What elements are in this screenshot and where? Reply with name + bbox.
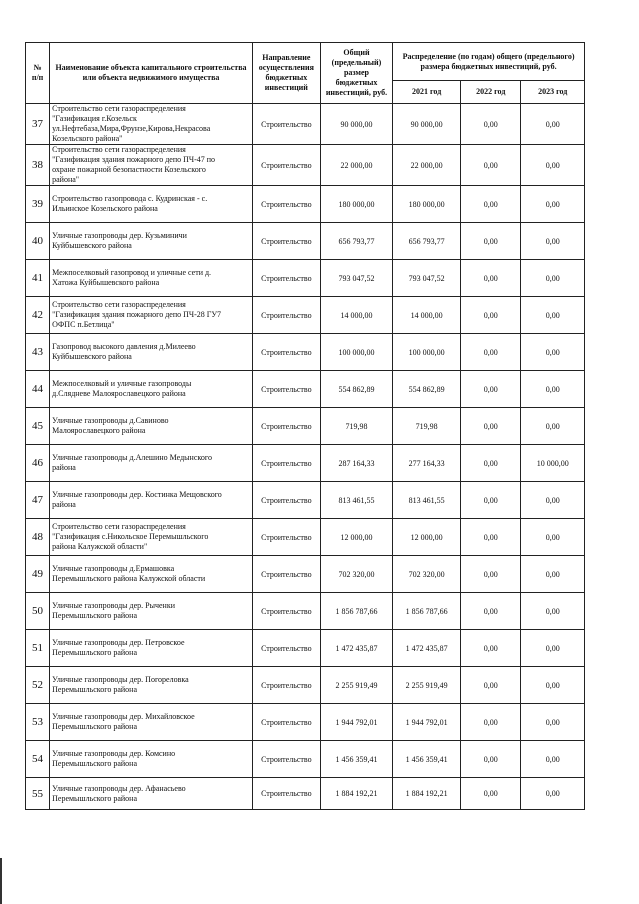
object-name-text: Строительство сети газораспределения "Газификация здания пожарного депо ПЧ-47 по охране пожарной безопастности Козельского района" [52, 145, 216, 184]
amount-2021: 1 472 435,87 [393, 630, 461, 667]
row-number: 41 [26, 260, 50, 297]
investment-direction: Строительство [252, 445, 320, 482]
total-amount: 1 944 792,01 [320, 704, 392, 741]
amount-2022: 0,00 [461, 145, 521, 186]
amount-2021: 90 000,00 [393, 104, 461, 145]
object-name-text: Уличные газопроводы д.Алешино Медынского района [52, 453, 212, 472]
amount-2022: 0,00 [461, 371, 521, 408]
object-name-text: Строительство сети газораспределения "Газификация с.Никольское Перемышльского района Калужской области" [52, 522, 209, 551]
table-row [26, 145, 585, 186]
table-row [26, 593, 585, 630]
amount-2023: 10 000,00 [521, 445, 585, 482]
object-name [50, 371, 253, 408]
amount-2021: 1 884 192,21 [393, 778, 461, 810]
object-name-text: Уличные газопроводы дер. Михайловское Перемышльского района [52, 712, 195, 731]
object-name [50, 186, 253, 223]
amount-2021: 702 320,00 [393, 556, 461, 593]
total-amount: 180 000,00 [320, 186, 392, 223]
amount-2022: 0,00 [461, 260, 521, 297]
amount-2023: 0,00 [521, 556, 585, 593]
scan-edge-mark [0, 858, 2, 904]
object-name-text: Строительство сети газораспределения "Газификация здания пожарного депо ПЧ-28 ГУ7 ОФПС п.Бетлица" [52, 300, 222, 329]
object-name-text: Газопровод высокого давления д.Милеево Куйбышевского района [52, 342, 196, 361]
header-year-2022: 2022 год [461, 81, 521, 104]
row-number: 47 [26, 482, 50, 519]
amount-2021: 1 856 787,66 [393, 593, 461, 630]
table-row [26, 778, 585, 810]
amount-2023: 0,00 [521, 741, 585, 778]
object-name [50, 593, 253, 630]
table-row [26, 741, 585, 778]
investment-direction: Строительство [252, 741, 320, 778]
investment-table [25, 42, 585, 810]
investment-direction: Строительство [252, 519, 320, 556]
investment-direction: Строительство [252, 593, 320, 630]
table-row [26, 223, 585, 260]
amount-2021: 1 456 359,41 [393, 741, 461, 778]
amount-2022: 0,00 [461, 556, 521, 593]
object-name-text: Уличные газопроводы дер. Рыченки Перемышльского района [52, 601, 176, 620]
row-number: 48 [26, 519, 50, 556]
row-number: 40 [26, 223, 50, 260]
row-number: 49 [26, 556, 50, 593]
investment-direction: Строительство [252, 704, 320, 741]
object-name [50, 104, 253, 145]
table-row [26, 482, 585, 519]
investment-direction: Строительство [252, 104, 320, 145]
amount-2022: 0,00 [461, 408, 521, 445]
object-name [50, 667, 253, 704]
object-name [50, 778, 253, 810]
amount-2021: 22 000,00 [393, 145, 461, 186]
object-name [50, 445, 253, 482]
investment-direction: Строительство [252, 667, 320, 704]
amount-2023: 0,00 [521, 630, 585, 667]
object-name-text: Строительство газопровода с. Кудринская - с. Ильинское Козельского района [52, 194, 208, 213]
amount-2023: 0,00 [521, 704, 585, 741]
object-name-text: Уличные газопроводы дер. Погореловка Перемышльского района [52, 675, 189, 694]
object-name [50, 482, 253, 519]
table-row [26, 260, 585, 297]
object-name-text: Межпоселковый газопровод и уличные сети д. Хатожа Куйбышевского района [52, 268, 212, 287]
header-year-2021: 2021 год [393, 81, 461, 104]
amount-2023: 0,00 [521, 482, 585, 519]
amount-2023: 0,00 [521, 186, 585, 223]
row-number: 51 [26, 630, 50, 667]
total-amount: 702 320,00 [320, 556, 392, 593]
total-amount: 14 000,00 [320, 297, 392, 334]
amount-2022: 0,00 [461, 186, 521, 223]
total-amount: 100 000,00 [320, 334, 392, 371]
amount-2023: 0,00 [521, 145, 585, 186]
header-object-name: Наименование объекта капитального строительства или объекта недвижимого имущества [50, 43, 253, 104]
amount-2022: 0,00 [461, 593, 521, 630]
object-name-text: Уличные газопроводы д.Ермашовка Перемышльского района Калужской области [52, 564, 206, 583]
table-row [26, 371, 585, 408]
amount-2022: 0,00 [461, 445, 521, 482]
amount-2021: 180 000,00 [393, 186, 461, 223]
amount-2021: 100 000,00 [393, 334, 461, 371]
amount-2022: 0,00 [461, 334, 521, 371]
total-amount: 656 793,77 [320, 223, 392, 260]
row-number: 52 [26, 667, 50, 704]
object-name [50, 630, 253, 667]
total-amount: 1 856 787,66 [320, 593, 392, 630]
row-number: 53 [26, 704, 50, 741]
amount-2023: 0,00 [521, 667, 585, 704]
table-row [26, 667, 585, 704]
amount-2023: 0,00 [521, 371, 585, 408]
header-direction: Направление осуществления бюджетных инвестиций [252, 43, 320, 104]
object-name-text: Уличные газопроводы дер. Кузьминичи Куйбышевского района [52, 231, 187, 250]
amount-2022: 0,00 [461, 630, 521, 667]
amount-2022: 0,00 [461, 778, 521, 810]
row-number: 55 [26, 778, 50, 810]
object-name-text: Уличные газопроводы дер. Петровское Перемышльского района [52, 638, 185, 657]
row-number: 50 [26, 593, 50, 630]
object-name [50, 145, 253, 186]
row-number: 43 [26, 334, 50, 371]
investment-direction: Строительство [252, 556, 320, 593]
amount-2021: 813 461,55 [393, 482, 461, 519]
total-amount: 813 461,55 [320, 482, 392, 519]
total-amount: 1 884 192,21 [320, 778, 392, 810]
amount-2023: 0,00 [521, 408, 585, 445]
row-number: 37 [26, 104, 50, 145]
investment-direction: Строительство [252, 145, 320, 186]
table-row [26, 186, 585, 223]
row-number: 38 [26, 145, 50, 186]
row-number: 39 [26, 186, 50, 223]
amount-2022: 0,00 [461, 741, 521, 778]
investment-direction: Строительство [252, 371, 320, 408]
table-row [26, 556, 585, 593]
amount-2023: 0,00 [521, 334, 585, 371]
investment-direction: Строительство [252, 260, 320, 297]
table-row [26, 104, 585, 145]
object-name [50, 223, 253, 260]
amount-2021: 12 000,00 [393, 519, 461, 556]
total-amount: 1 472 435,87 [320, 630, 392, 667]
total-amount: 793 047,52 [320, 260, 392, 297]
amount-2023: 0,00 [521, 104, 585, 145]
row-number: 46 [26, 445, 50, 482]
amount-2023: 0,00 [521, 593, 585, 630]
amount-2022: 0,00 [461, 223, 521, 260]
header-distribution: Распределение (по годам) общего (предельного) размера бюджетных инвестиций, руб. [393, 43, 585, 81]
amount-2021: 554 862,89 [393, 371, 461, 408]
amount-2023: 0,00 [521, 297, 585, 334]
investment-direction: Строительство [252, 223, 320, 260]
amount-2022: 0,00 [461, 704, 521, 741]
amount-2023: 0,00 [521, 519, 585, 556]
investment-direction: Строительство [252, 297, 320, 334]
object-name-text: Строительство сети газораспределения "Газификация г.Козельск ул.Нефтебаза,Мира,Фрунзе,Кирова,Некрасова Козельского района" [52, 104, 211, 143]
row-number: 44 [26, 371, 50, 408]
table-row [26, 630, 585, 667]
object-name [50, 704, 253, 741]
investment-direction: Строительство [252, 408, 320, 445]
investment-direction: Строительство [252, 334, 320, 371]
table-row [26, 704, 585, 741]
object-name-text: Уличные газопроводы дер. Костинка Мещовского района [52, 490, 222, 509]
table-body [26, 104, 585, 810]
investment-direction: Строительство [252, 778, 320, 810]
header-year-2023: 2023 год [521, 81, 585, 104]
object-name [50, 334, 253, 371]
amount-2021: 656 793,77 [393, 223, 461, 260]
amount-2021: 719,98 [393, 408, 461, 445]
amount-2021: 14 000,00 [393, 297, 461, 334]
total-amount: 12 000,00 [320, 519, 392, 556]
object-name [50, 297, 253, 334]
amount-2022: 0,00 [461, 667, 521, 704]
object-name-text: Уличные газопроводы дер. Комсино Перемышльского района [52, 749, 176, 768]
table-row [26, 334, 585, 371]
object-name [50, 260, 253, 297]
amount-2022: 0,00 [461, 519, 521, 556]
object-name [50, 408, 253, 445]
amount-2023: 0,00 [521, 260, 585, 297]
amount-2022: 0,00 [461, 104, 521, 145]
total-amount: 2 255 919,49 [320, 667, 392, 704]
amount-2023: 0,00 [521, 778, 585, 810]
row-number: 54 [26, 741, 50, 778]
total-amount: 90 000,00 [320, 104, 392, 145]
amount-2023: 0,00 [521, 223, 585, 260]
investment-direction: Строительство [252, 630, 320, 667]
total-amount: 287 164,33 [320, 445, 392, 482]
table-row [26, 408, 585, 445]
object-name-text: Межпоселковый и уличные газопроводы д.Слядневе Малоярославецкого района [52, 379, 192, 398]
total-amount: 554 862,89 [320, 371, 392, 408]
object-name [50, 556, 253, 593]
amount-2021: 793 047,52 [393, 260, 461, 297]
table-row [26, 519, 585, 556]
total-amount: 719,98 [320, 408, 392, 445]
amount-2021: 277 164,33 [393, 445, 461, 482]
amount-2021: 2 255 919,49 [393, 667, 461, 704]
total-amount: 1 456 359,41 [320, 741, 392, 778]
table-row [26, 445, 585, 482]
total-amount: 22 000,00 [320, 145, 392, 186]
investment-direction: Строительство [252, 186, 320, 223]
object-name [50, 741, 253, 778]
header-total: Общий (предельный) размер бюджетных инвестиций, руб. [320, 43, 392, 104]
row-number: 45 [26, 408, 50, 445]
row-number: 42 [26, 297, 50, 334]
amount-2022: 0,00 [461, 482, 521, 519]
object-name-text: Уличные газопроводы дер. Афанасьево Перемышльского района [52, 783, 186, 803]
amount-2021: 1 944 792,01 [393, 704, 461, 741]
header-number: № п/п [26, 43, 50, 104]
table-row [26, 297, 585, 334]
amount-2022: 0,00 [461, 297, 521, 334]
object-name-text: Уличные газопроводы д.Савиново Малоярославецкого района [52, 416, 169, 435]
investment-direction: Строительство [252, 482, 320, 519]
object-name [50, 519, 253, 556]
